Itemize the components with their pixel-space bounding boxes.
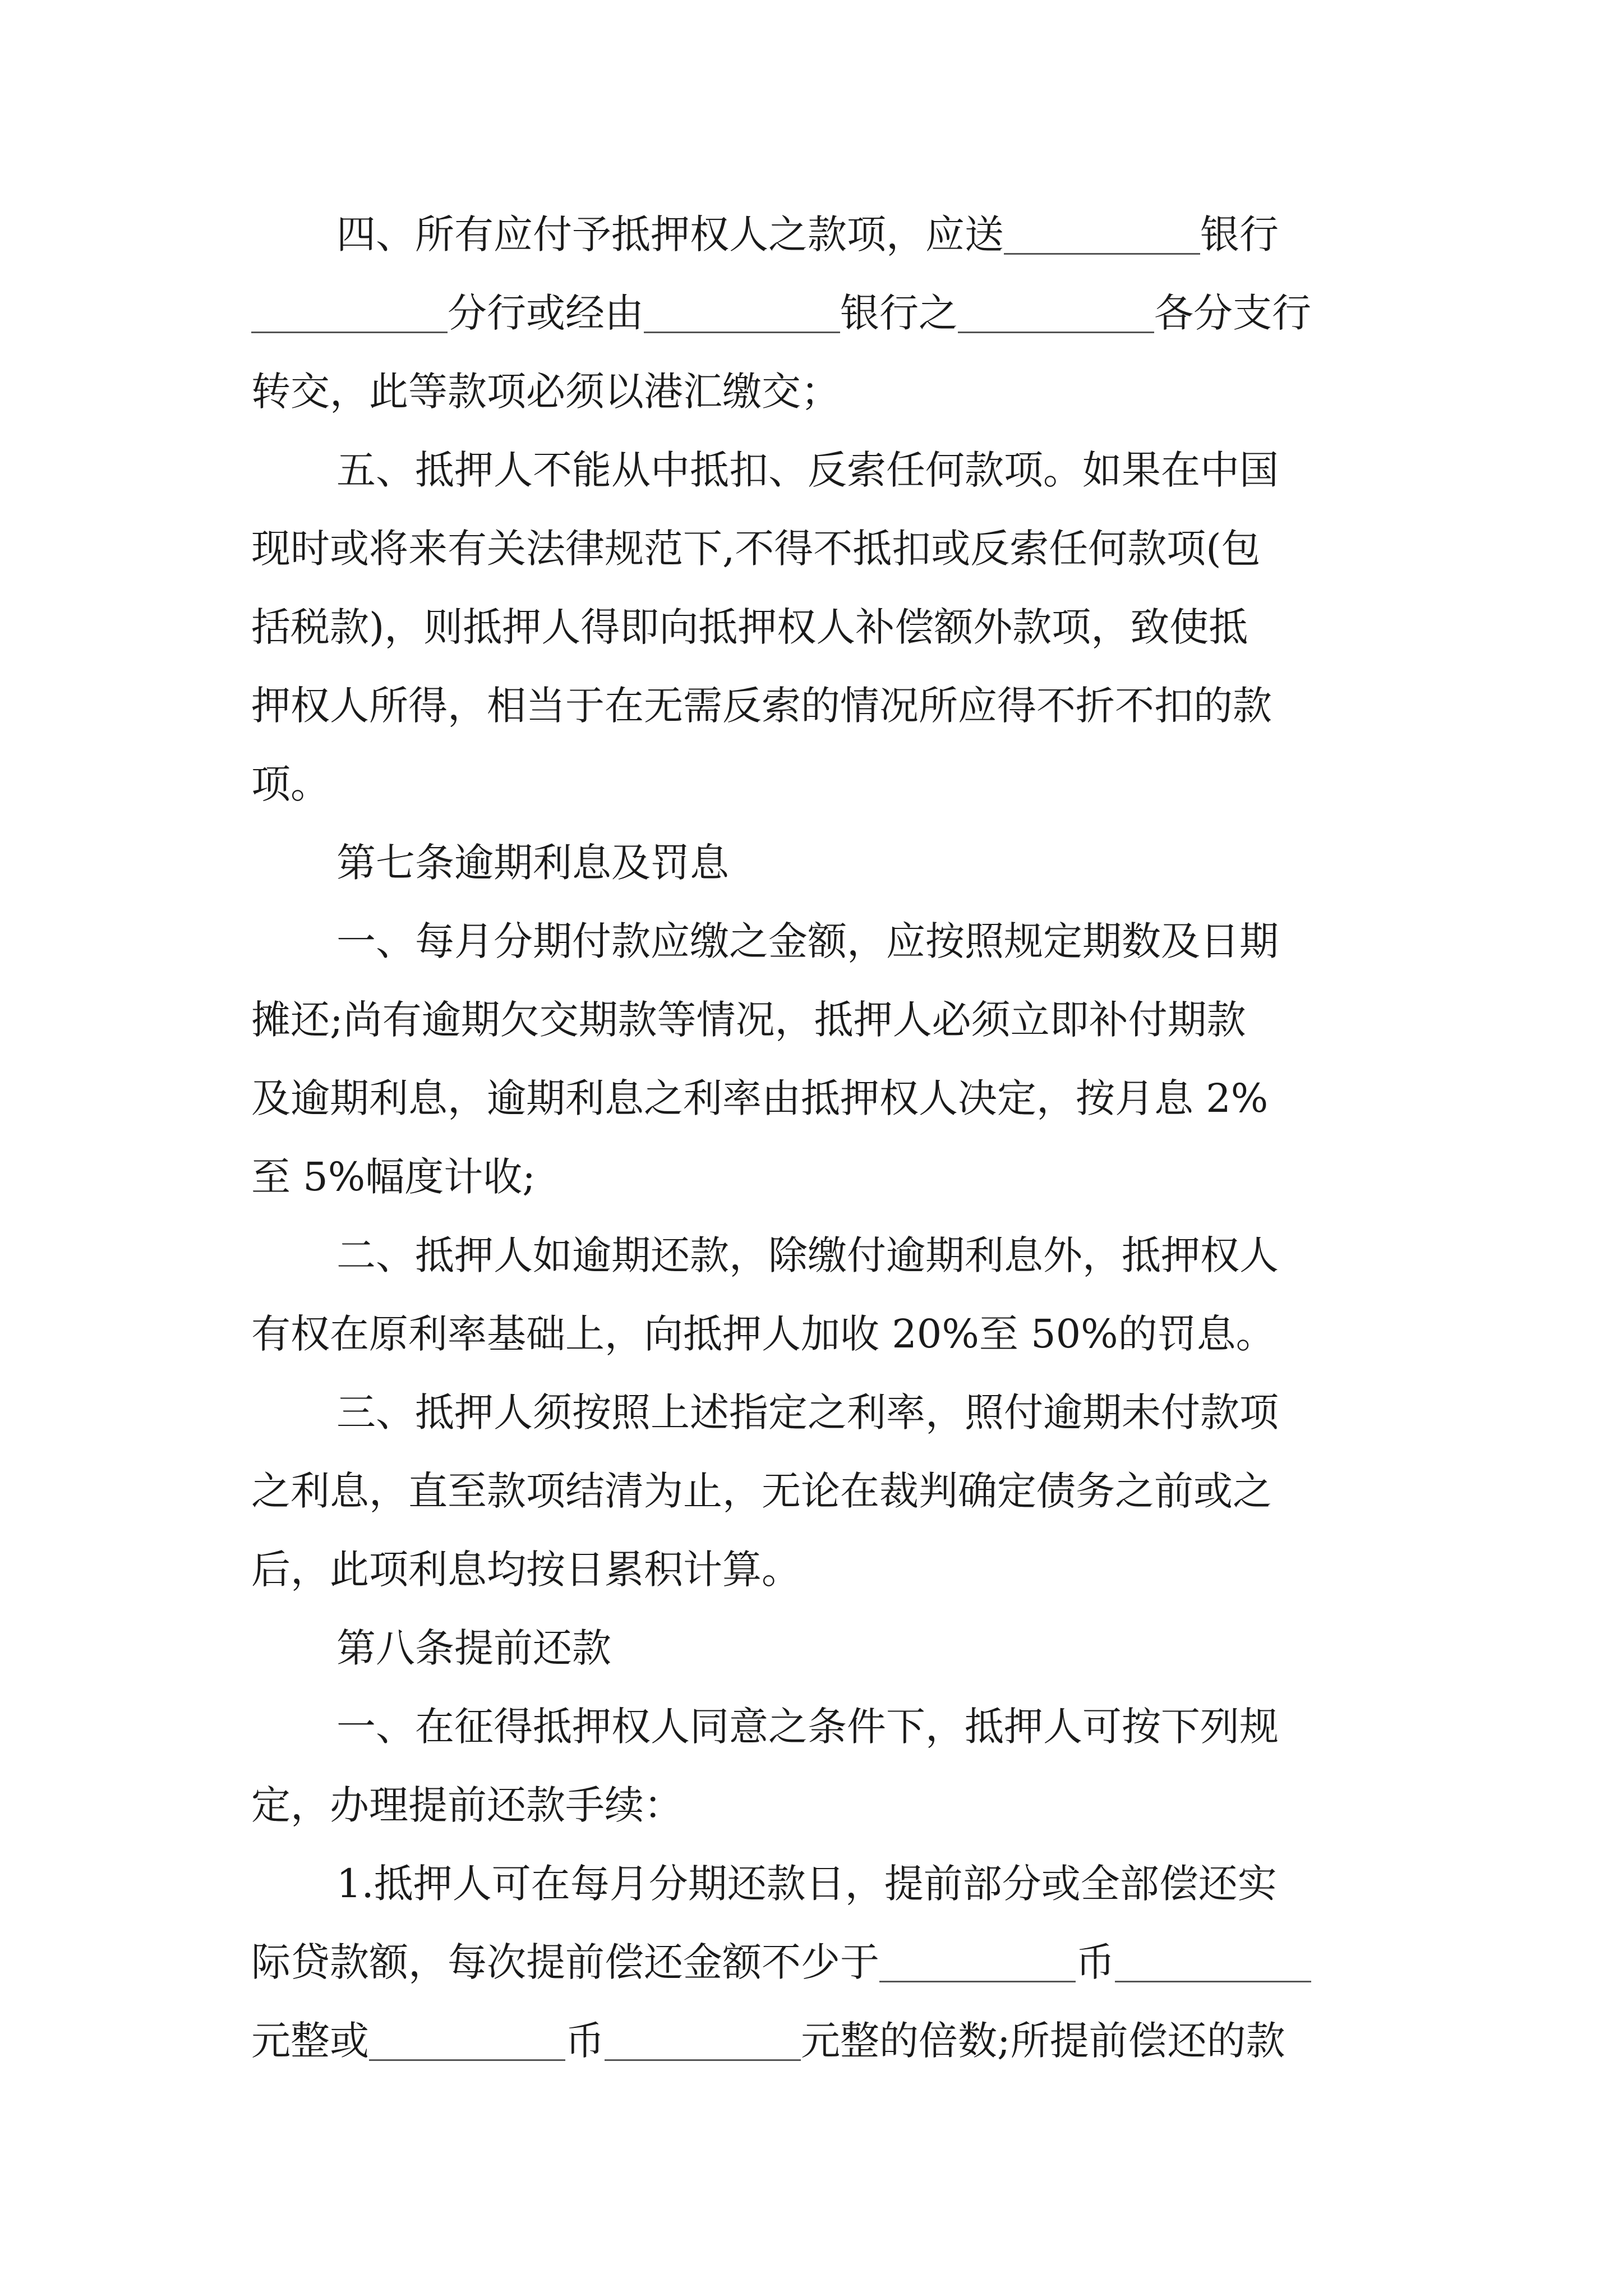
text-line bbox=[251, 2001, 1384, 2080]
text-line: 项。 bbox=[251, 761, 330, 807]
text-line: 一、在征得抵押权人同意之条件下，抵押人可按下列规 bbox=[336, 1704, 1279, 1750]
text-line: 现时或将来有关法律规范下,不得不抵扣或反索任何款项(包 bbox=[251, 526, 1261, 572]
fill-in-blank[interactable] bbox=[958, 292, 1154, 333]
text-line: 五、抵押人不能从中抵扣、反索任何款项。如果在中国 bbox=[336, 447, 1279, 493]
text-line: 有权在原利率基础上，向抵押人加收 20%至 50%的罚息。 bbox=[251, 1311, 1275, 1357]
text-line bbox=[251, 352, 1384, 431]
fill-in-blank[interactable] bbox=[879, 1941, 1076, 1982]
fill-in-blank[interactable] bbox=[1115, 1941, 1311, 1982]
text-line bbox=[336, 195, 1384, 274]
text-segment: 银行 bbox=[1200, 211, 1279, 257]
text-segment: 分行或经由 bbox=[448, 290, 644, 336]
text-segment: 转交，此等款项必须以港汇缴交； bbox=[251, 369, 840, 415]
fill-in-blank[interactable] bbox=[1004, 214, 1200, 255]
text-segment: 元整的倍数;所提前偿还的款 bbox=[801, 2018, 1285, 2064]
text-line: 定，办理提前还款手续： bbox=[251, 1782, 683, 1828]
text-line: 至 5%幅度计收; bbox=[251, 1154, 536, 1200]
fill-in-blank[interactable] bbox=[251, 292, 448, 333]
text-line bbox=[251, 1923, 1384, 2001]
text-line bbox=[336, 1844, 1384, 1923]
text-line: 二、抵押人如逾期还款，除缴付逾期利息外，抵押权人 bbox=[336, 1232, 1279, 1278]
text-line: 括税款)，则抵押人得即向抵押权人补偿额外款项，致使抵 bbox=[251, 604, 1248, 650]
text-line: 及逾期利息，逾期利息之利率由抵押权人决定，按月息 2% bbox=[251, 1075, 1269, 1121]
text-line: 一、每月分期付款应缴之金额，应按照规定期数及日期 bbox=[336, 918, 1279, 964]
text-segment: 元整或 bbox=[251, 2018, 369, 2064]
text-segment: 际贷款额，每次提前偿还金额不少于 bbox=[251, 1939, 879, 1985]
text-segment: 币 bbox=[1076, 1939, 1115, 1985]
text-segment: 币 bbox=[565, 2018, 605, 2064]
article-heading: 第八条提前还款 bbox=[336, 1625, 611, 1671]
text-segment: 银行之 bbox=[840, 290, 958, 336]
text-line: 后，此项利息均按日累积计算。 bbox=[251, 1547, 801, 1593]
text-line: 之利息，直至款项结清为止，无论在裁判确定债务之前或之 bbox=[251, 1468, 1272, 1514]
article-heading: 第七条逾期利息及罚息 bbox=[336, 840, 729, 886]
text-segment: 1.抵押人可在每月分期还款日，提前部分或全部偿还实 bbox=[336, 1861, 1277, 1907]
text-line bbox=[251, 274, 1384, 352]
text-line: 摊还;尚有逾期欠交期款等情况，抵押人必须立即补付期款 bbox=[251, 997, 1246, 1043]
text-segment: 各分支行 bbox=[1154, 290, 1311, 336]
fill-in-blank[interactable] bbox=[605, 2020, 801, 2061]
text-segment: 四、所有应付予抵押权人之款项，应送 bbox=[336, 211, 1004, 257]
fill-in-blank[interactable] bbox=[369, 2020, 565, 2061]
fill-in-blank[interactable] bbox=[644, 292, 840, 333]
text-line: 三、抵押人须按照上述指定之利率，照付逾期未付款项 bbox=[336, 1389, 1279, 1435]
text-line: 押权人所得，相当于在无需反索的情况所应得不折不扣的款 bbox=[251, 683, 1272, 729]
